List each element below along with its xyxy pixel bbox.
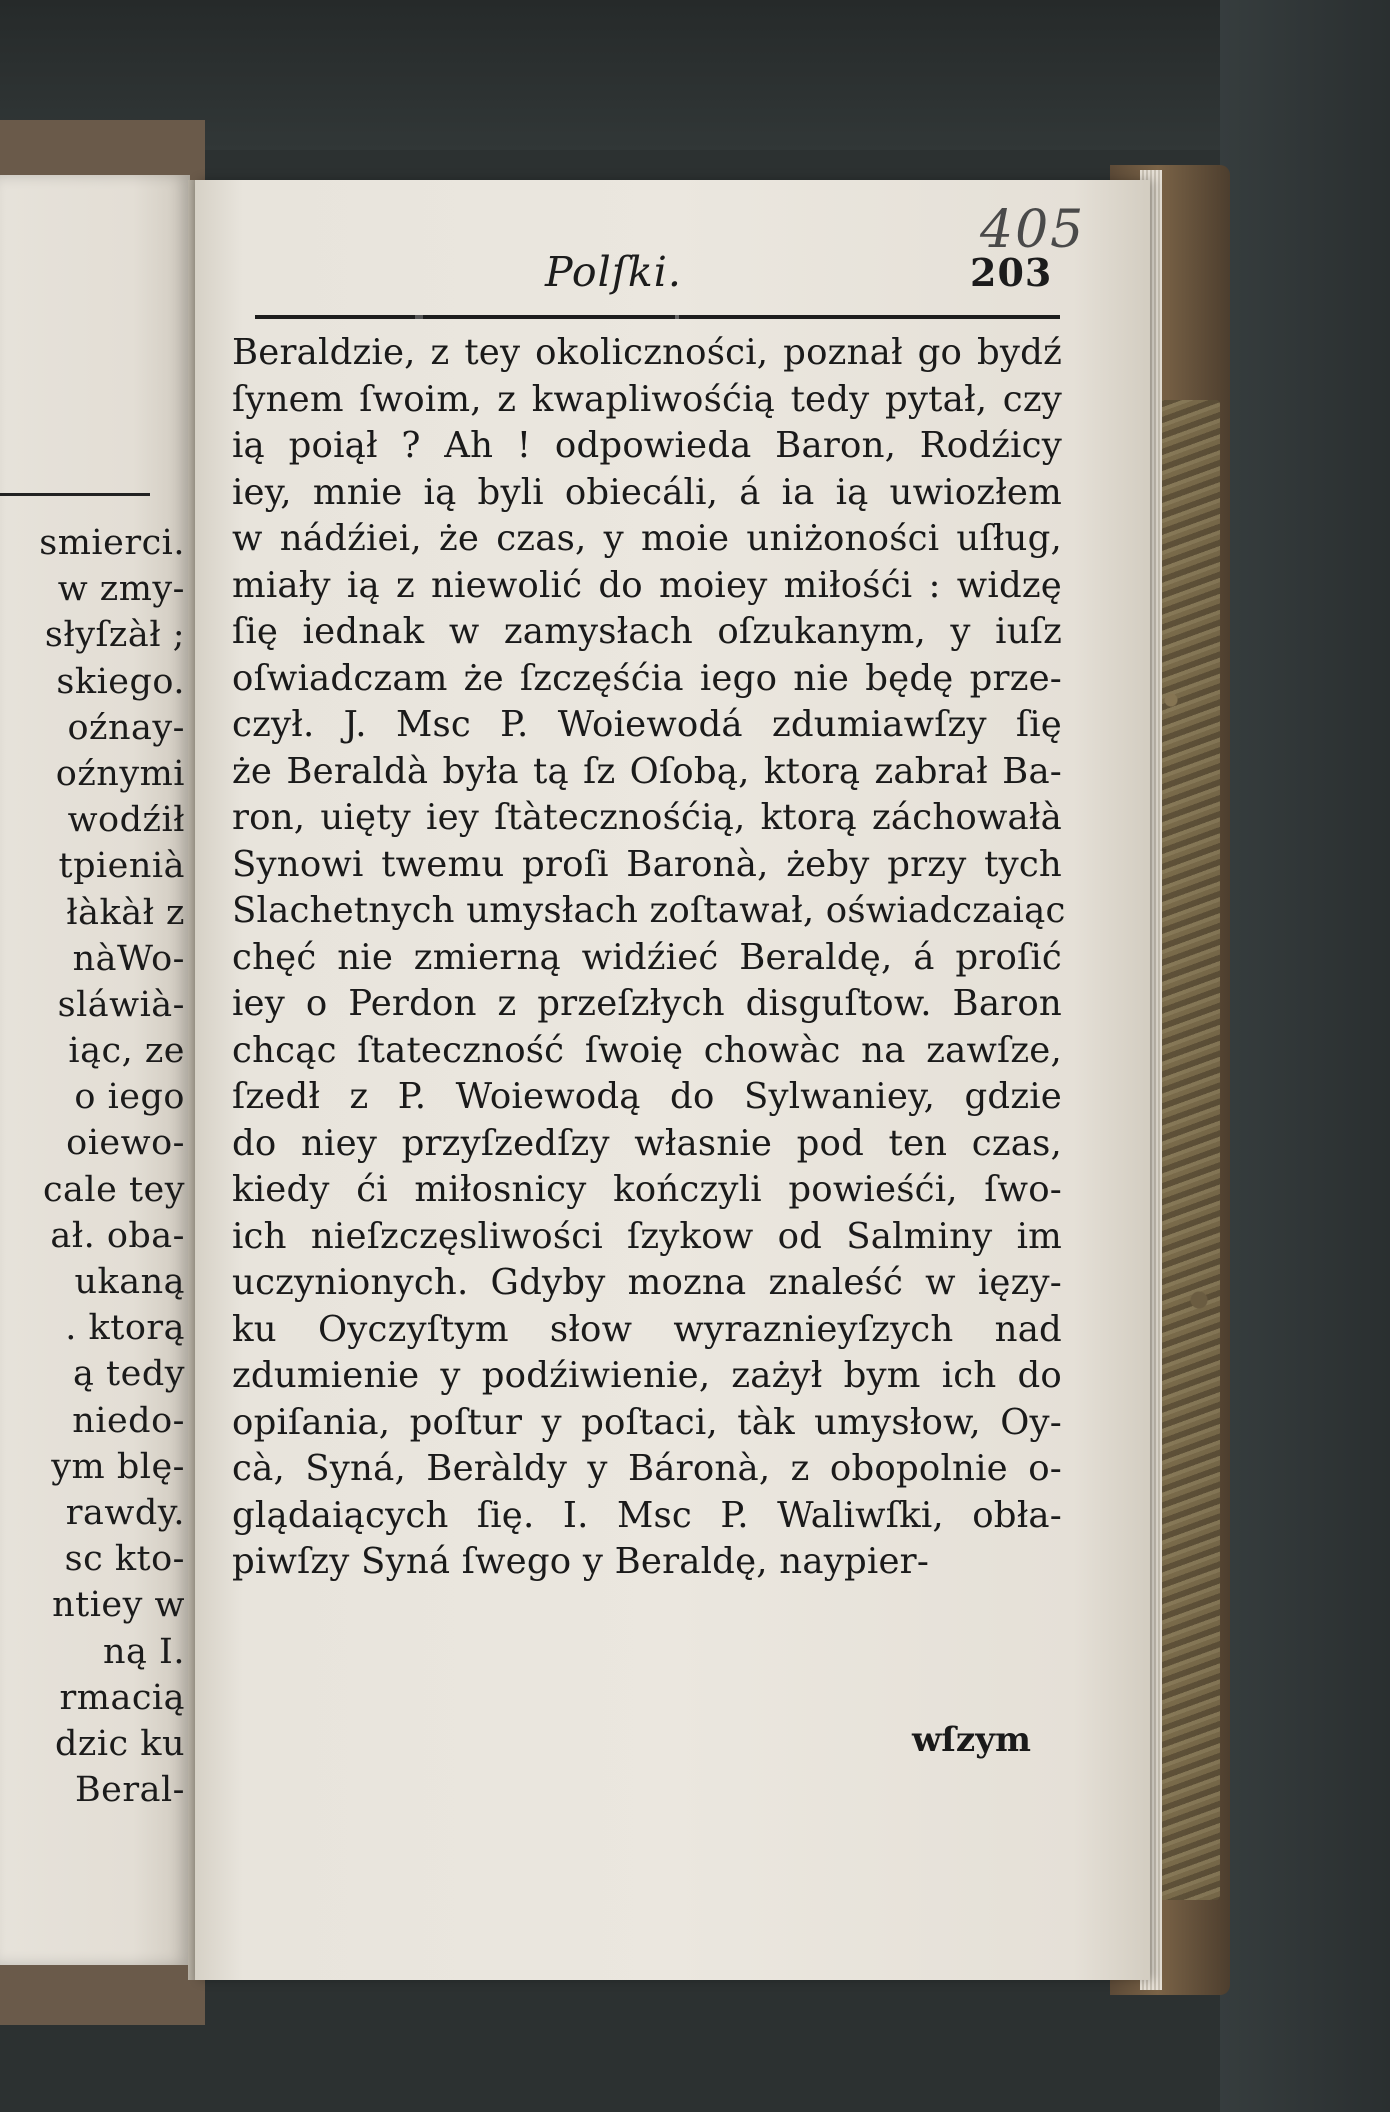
- text-line: ku Oyczyſtym słow wyraznieyſzych nad: [232, 1308, 1062, 1350]
- text-line: uczynionych. Gdyby mozna znaleść w ięzy-: [232, 1262, 1062, 1303]
- handwritten-margin-note: 405: [980, 200, 1086, 260]
- page-number: 203: [970, 250, 1053, 295]
- text-line: oſwiadczam że ſzczęśćia iego nie będę prze-: [232, 657, 1062, 699]
- text-line: oźnay-: [67, 707, 185, 748]
- text-line: . ktorą: [65, 1308, 185, 1349]
- text-line: ą tedy: [73, 1354, 185, 1395]
- text-line: opiſania, poſtur y poſtaci, tàk umysłow, Oy-: [232, 1401, 1062, 1443]
- text-line: rmacią: [59, 1677, 185, 1718]
- text-line: łàkàł z: [66, 892, 185, 933]
- text-line: czył. J. Msc P. Woiewodá zdumiawſzy ſię: [232, 704, 1062, 745]
- text-line: ną I.: [103, 1631, 185, 1672]
- text-line: oźnymi: [55, 753, 185, 794]
- text-line: skiego.: [56, 661, 185, 702]
- left-page-text: [0, 520, 185, 1813]
- text-line: ał. oba-: [50, 1215, 185, 1256]
- text-line: wodźił: [67, 800, 185, 841]
- text-line: do niey przyſzedſzy własnie pod ten czas,: [232, 1122, 1062, 1164]
- text-line: iey, mnie ią byli obiecáli, á ia ią uwiozłem: [232, 471, 1062, 513]
- text-line: smierci.: [39, 523, 185, 563]
- text-line: miały ią z niewolić do moiey miłośći : widzę: [232, 564, 1062, 606]
- text-line: chęć nie zmierną widźieć Beraldę, á proſić: [232, 936, 1062, 978]
- right-page-text: [232, 330, 1066, 1586]
- header-rule: [255, 315, 1060, 319]
- text-line: zdumienie y podźiwienie, zażył bym ich do: [232, 1355, 1062, 1396]
- text-line: Synowi twemu proſi Baronà, żeby przy tych: [232, 843, 1062, 885]
- left-page: [0, 175, 190, 1965]
- background-right: [1220, 0, 1390, 2112]
- text-line: niedo-: [72, 1400, 185, 1441]
- text-line: ſzedł z P. Woiewodą do Sylwaniey, gdzie: [232, 1076, 1062, 1117]
- text-line: Beraldzie, z tey okoliczności, poznał go bydź: [232, 332, 1062, 373]
- text-line: słyſzàł ;: [44, 615, 185, 656]
- text-line: chcąc ſtateczność ſwoię chowàc na zawſze,: [232, 1029, 1062, 1071]
- background-top: [0, 0, 1390, 150]
- text-line: w nádźiei, że czas, y moie uniżoności uſług,: [232, 518, 1062, 559]
- text-line: iey o Perdon z przeſzłych disguſtow. Baron: [232, 983, 1062, 1024]
- text-line: nàWo-: [72, 938, 185, 979]
- text-line: ron, uięty iey ſtàtecznośćią, ktorą záchowałà: [232, 797, 1062, 838]
- text-line: sláwià-: [57, 984, 185, 1025]
- text-line: ntiey w: [52, 1585, 185, 1626]
- left-header-rule: [0, 493, 150, 496]
- text-line: ią poiął ? Ah ! odpowieda Baron, Rodźicy: [232, 425, 1062, 466]
- text-line: ſię iednak w zamysłach oſzukanym, y iuſz: [232, 611, 1062, 652]
- text-line: ſynem ſwoim, z kwapliwośćią tedy pytał, czy: [232, 378, 1062, 420]
- text-line: tpienià: [58, 846, 185, 887]
- catchword: wſzym: [912, 1720, 1031, 1760]
- text-line: glądaiących ſię. I. Msc P. Waliwſki, obła-: [232, 1494, 1062, 1536]
- text-line: Slachetnych umysłach zoſtawał, oświadczaiąc: [232, 890, 1066, 931]
- text-line: iąc, ze: [68, 1031, 185, 1072]
- text-line: ym blę-: [51, 1446, 185, 1487]
- text-line: w zmy-: [57, 569, 185, 610]
- text-line: ukaną: [74, 1262, 185, 1302]
- text-line: sc kto-: [64, 1539, 185, 1580]
- text-line: cale tey: [42, 1169, 185, 1210]
- text-line: piwſzy Syná ſwego y Beraldę, naypier-: [232, 1541, 930, 1582]
- text-line: cà, Syná, Beràldy y Báronà, z obopolnie o-: [232, 1448, 1062, 1489]
- text-line: oiewo-: [66, 1123, 185, 1164]
- text-line: dzic ku: [54, 1723, 185, 1764]
- text-line: ich nieſzczęsliwości ſzykow od Salminy im: [232, 1215, 1062, 1257]
- text-line: Beral-: [74, 1770, 185, 1811]
- running-head: Polſki.: [545, 248, 682, 296]
- text-line: że Beraldà była tą ſz Oſobą, ktorą zabrał Ba-: [232, 750, 1062, 792]
- text-line: o iego: [74, 1077, 185, 1118]
- text-line: kiedy ći miłosnicy kończyli powieśći, ſwo-: [232, 1169, 1062, 1210]
- text-line: rawdy.: [65, 1492, 185, 1533]
